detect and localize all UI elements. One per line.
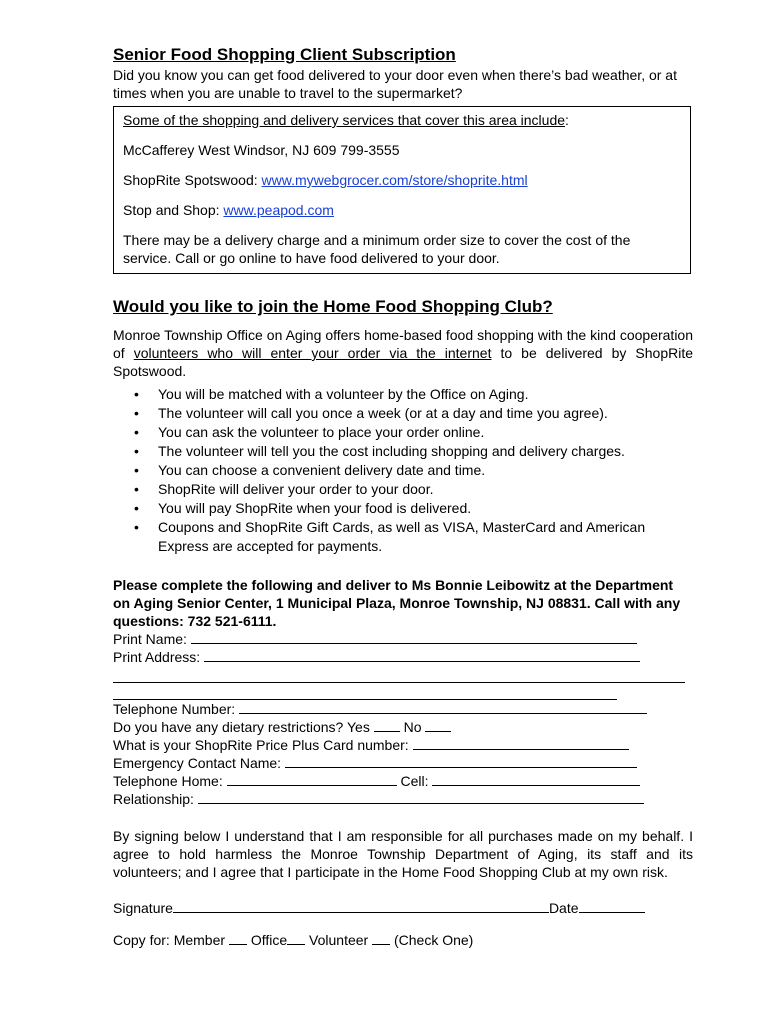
emergency-field[interactable] (285, 754, 637, 768)
signature-label: Signature (113, 900, 173, 916)
tel-home-label: Telephone Home: (113, 773, 227, 789)
copy-volunteer-field[interactable] (372, 931, 390, 945)
emergency-row (113, 754, 693, 772)
stopshop-label: Stop and Shop: (123, 202, 224, 218)
date-field[interactable] (579, 899, 645, 913)
dietary-yes-field[interactable] (374, 718, 400, 732)
club-heading: Would you like to join the Home Food Shopping Club? (113, 297, 553, 316)
copy-check-label: (Check One) (390, 932, 474, 948)
shoprite-service (123, 171, 681, 189)
relationship-label: Relationship: (113, 791, 198, 807)
club-para-underlined: volunteers who will enter your order via the internet (133, 345, 492, 361)
date-label: Date (548, 900, 579, 916)
club-para-end: to be delivered by ShopRite Spotswood. (113, 345, 694, 379)
print-address-label: Print Address: (113, 649, 205, 665)
copy-office-label: Office (246, 932, 288, 948)
list-item: • You can ask the volunteer to place your order online. (158, 423, 693, 442)
list-item: • You will pay ShopRite when your food is delivered. (158, 499, 693, 518)
list-item: • ShopRite will deliver your order to your door. (158, 480, 693, 499)
telephone-number-row (113, 700, 693, 718)
copy-volunteer-label: Volunteer (305, 932, 373, 948)
copy-label: Copy for: Member (113, 932, 229, 948)
address-line-2[interactable] (113, 668, 685, 683)
services-heading-text: Some of the shopping and delivery services that cover this area include (123, 112, 566, 128)
list-item: • The volunteer will tell you the cost including shopping and delivery charges. (158, 442, 693, 461)
instructions-text: Please complete the following and deliver to Ms Bonnie Leibowitz at the Department on Aging Senior Center, 1 Municipal Plaza, Monroe Township, NJ 08831. Call with any questions: 732 521-6111. (113, 577, 681, 629)
print-name-label: Print Name: (113, 631, 191, 647)
mccafferey-service: McCafferey West Windsor, NJ 609 799-3555 (123, 142, 400, 158)
tel-home-row (113, 772, 693, 790)
peapod-link[interactable]: www.peapod.com (223, 202, 334, 218)
services-box (113, 106, 691, 274)
print-address-field[interactable] (204, 648, 640, 662)
dietary-no-field[interactable] (425, 718, 451, 732)
delivery-note: There may be a delivery charge and a minimum order size to cover the cost of the service. Call or go online to have food delivered to your door. (123, 232, 631, 266)
intro-text: Did you know you can get food delivered to your door even when there’s bad weather, or at times when you are unable to travel to the supermarket? (113, 67, 677, 101)
list-item: • You will be matched with a volunteer by the Office on Aging. (158, 385, 693, 404)
relationship-row (113, 790, 693, 808)
emergency-label: Emergency Contact Name: (113, 755, 285, 771)
list-item: • You can choose a convenient delivery date and time. (158, 461, 693, 480)
dietary-no-label: No (399, 719, 426, 735)
club-bullet-list (113, 385, 693, 556)
services-heading-colon: : (565, 112, 569, 128)
print-name-row (113, 630, 693, 648)
stopshop-service (123, 201, 681, 219)
address-line-3[interactable] (113, 685, 617, 700)
signature-field[interactable] (173, 899, 549, 913)
signature-row (113, 899, 693, 917)
copy-row (113, 931, 693, 949)
subscription-form (113, 630, 693, 808)
telephone-number-label: Telephone Number: (113, 701, 240, 717)
club-para-start: Monroe Township Office on Aging offers home-based food shopping with the kind cooperation of (113, 327, 693, 361)
cell-field[interactable] (432, 772, 640, 786)
page-title: Senior Food Shopping Client Subscription (113, 45, 456, 64)
shoprite-label: ShopRite Spotswood: (123, 172, 262, 188)
telephone-number-field[interactable] (239, 700, 647, 714)
cell-label: Cell: (396, 773, 433, 789)
services-heading (123, 111, 681, 129)
agreement-text: By signing below I understand that I am responsible for all purchases made on my behalf. I agree to hold harmless the Monroe Township Department of Aging, its staff and its volunteers; and I agree that I participate in the Home Food Shopping Club at my own risk. (113, 828, 693, 880)
pricecard-row (113, 736, 693, 754)
relationship-field[interactable] (198, 790, 644, 804)
club-paragraph (113, 326, 693, 380)
list-item: • Coupons and ShopRite Gift Cards, as well as VISA, MasterCard and American Express are accepted for payments. (158, 518, 693, 556)
pricecard-field[interactable] (413, 736, 629, 750)
print-address-row (113, 648, 693, 666)
shoprite-link[interactable]: www.mywebgrocer.com/store/shoprite.html (261, 172, 528, 188)
list-item: • The volunteer will call you once a week (or at a day and time you agree). (158, 404, 693, 423)
dietary-row (113, 718, 693, 736)
pricecard-label: What is your ShopRite Price Plus Card number: (113, 737, 413, 753)
dietary-label: Do you have any dietary restrictions? Yes (113, 719, 374, 735)
copy-member-field[interactable] (229, 931, 247, 945)
print-name-field[interactable] (191, 630, 637, 644)
document-page (113, 44, 693, 963)
tel-home-field[interactable] (227, 772, 397, 786)
copy-office-field[interactable] (287, 931, 305, 945)
